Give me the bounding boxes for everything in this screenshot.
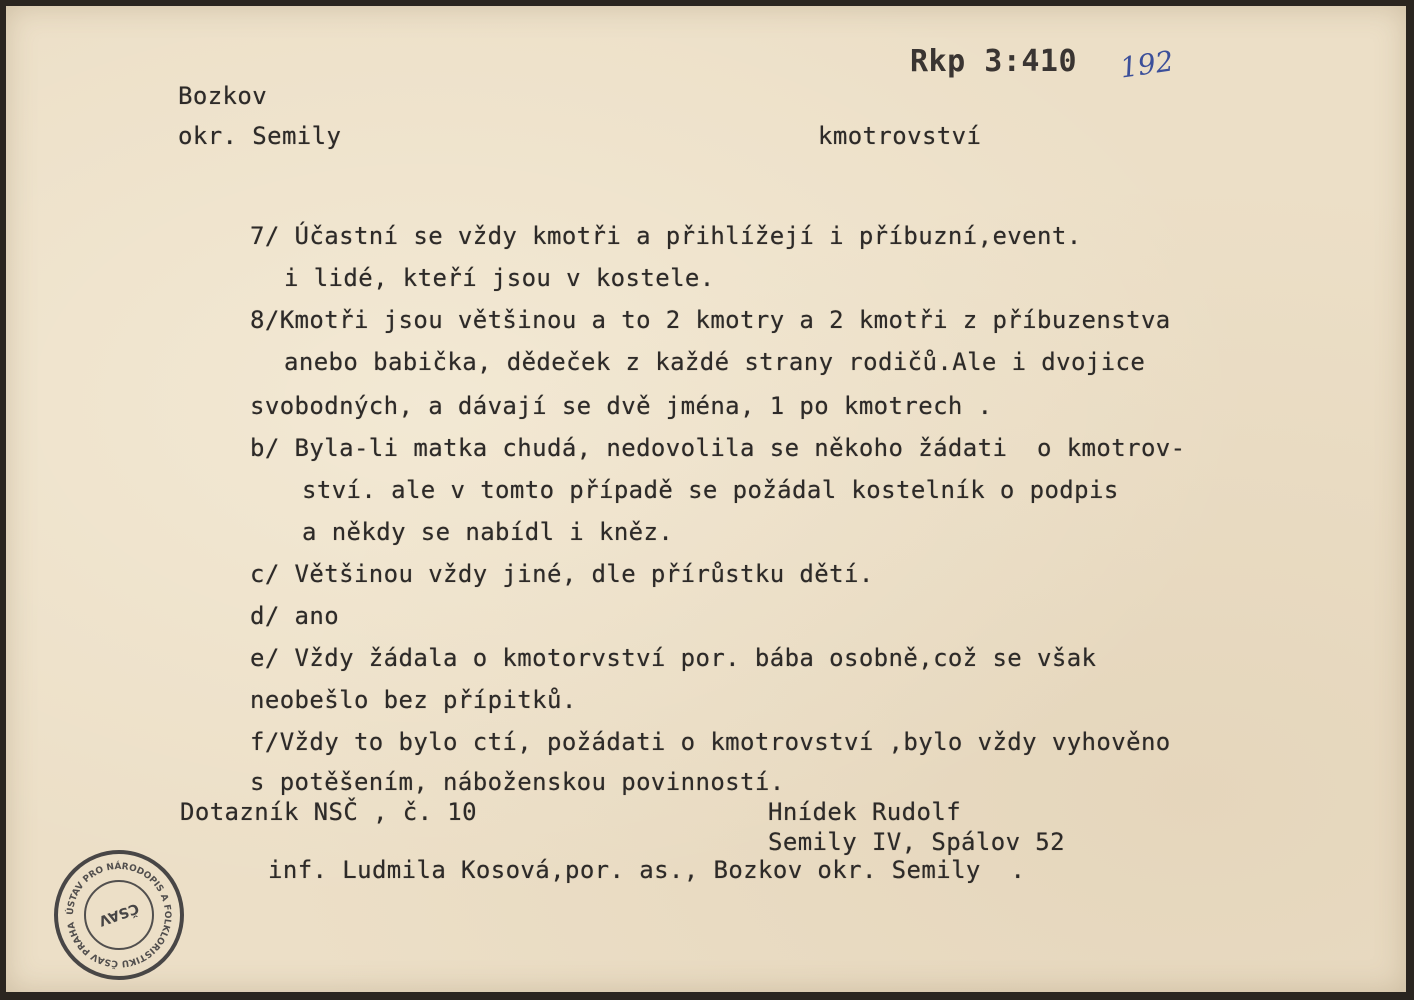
informant-line: inf. Ludmila Kosová,por. as., Bozkov okr. Semily . [268, 856, 1026, 884]
stamp-center-text: ČSAV [96, 899, 141, 929]
body-line: 7/ Účastní se vždy kmotři a přihlížejí i příbuzní,event. [250, 222, 1082, 250]
body-line: a někdy se nabídl i kněz. [302, 518, 674, 546]
body-line: ství. ale v tomto případě se požádal kostelník o podpis [302, 476, 1119, 504]
body-line: e/ Vždy žádala o kmotorvství por. bába osobně,což se však [250, 644, 1097, 672]
topic-heading: kmotrovství [818, 122, 982, 150]
body-line: d/ ano [250, 602, 340, 630]
district-name: okr. Semily [178, 122, 342, 150]
body-line: b/ Byla-li matka chudá, nedovolila se někoho žádati o kmotrov- [250, 434, 1186, 462]
place-name: Bozkov [178, 82, 268, 110]
handwritten-number: 192 [1117, 44, 1176, 85]
collector-name: Hnídek Rudolf [768, 798, 962, 826]
body-line: s potěšením, náboženskou povinností. [250, 768, 785, 796]
stamp-ring-text: ÚSTAV PRO NÁRODOPIS A FOLKLORISTIKU ČSAV PRAHA [65, 861, 173, 969]
body-line: f/Vždy to bylo ctí, požádati o kmotrovství ,bylo vždy vyhověno [250, 728, 1171, 756]
body-line: 8/Kmotři jsou většinou a to 2 kmotry a 2 kmotři z příbuzenstva [250, 306, 1171, 334]
institute-stamp [52, 848, 186, 982]
questionnaire-reference: Dotazník NSČ , č. 10 [180, 798, 477, 826]
body-line: neobešlo bez přípitků. [250, 686, 577, 714]
body-line: svobodných, a dávají se dvě jména, 1 po kmotrech . [250, 392, 993, 420]
body-line: c/ Většinou vždy jiné, dle přírůstku dětí. [250, 560, 874, 588]
body-line: anebo babička, dědeček z každé strany rodičů.Ale i dvojice [284, 348, 1146, 376]
collector-address: Semily IV, Spálov 52 [768, 828, 1065, 856]
body-line: i lidé, kteří jsou v kostele. [284, 264, 715, 292]
archive-code: Rkp 3:410 [910, 44, 1078, 79]
